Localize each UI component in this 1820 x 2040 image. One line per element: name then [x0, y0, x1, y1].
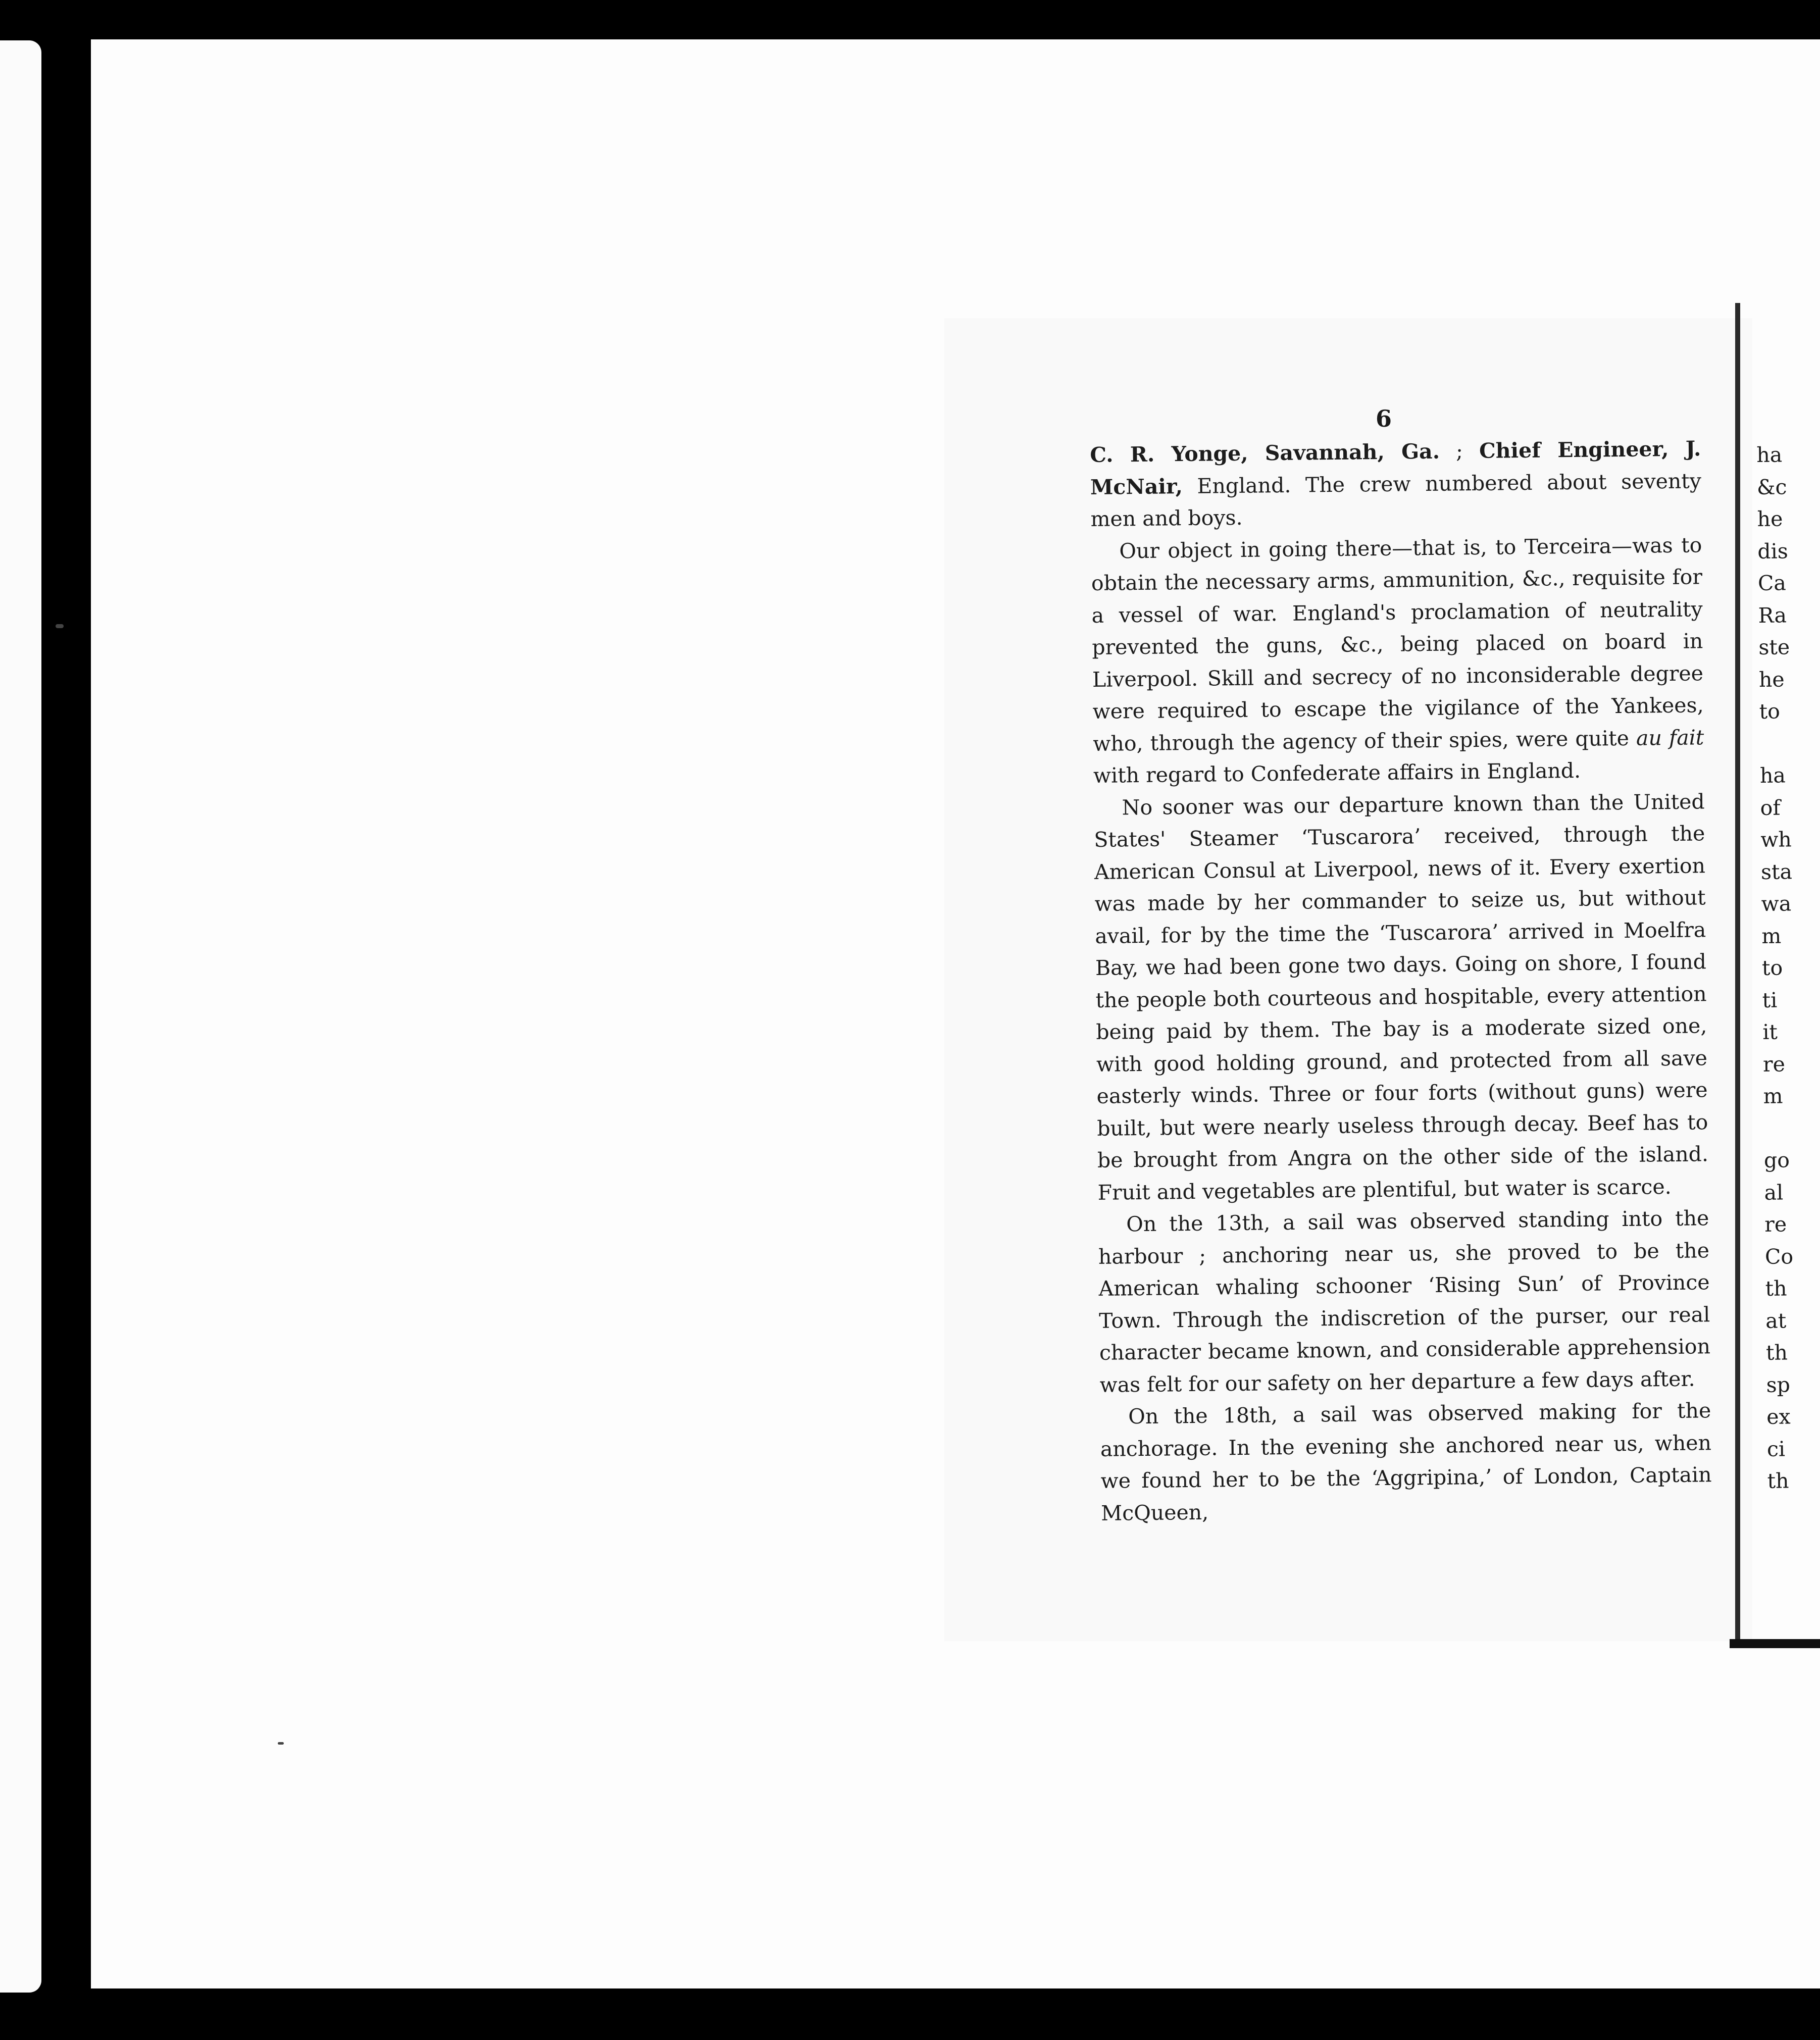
- binding-rule-foot: [1730, 1639, 1820, 1648]
- next-page-fragment: he: [1758, 667, 1785, 692]
- fragment-gap: [1763, 1112, 1820, 1145]
- next-page-fragment: to: [1759, 699, 1781, 724]
- next-page-fragment: m: [1761, 924, 1782, 948]
- next-page-fragment: of: [1760, 795, 1781, 820]
- text-run: On the 13th, a sail was observed standing into the harbour ; anchoring near us, she proved to be the American whaling schooner ‘Rising Sun’ of Province Town. Through the indiscretion of the purser, our real character became known, and considerable apprehension was felt for our safety on her departure a few days after.: [1098, 1206, 1711, 1397]
- next-page-fragment: it: [1762, 1019, 1778, 1044]
- next-page-fragment: ha: [1756, 442, 1783, 467]
- next-page-fragment: th: [1765, 1276, 1787, 1301]
- text-run: C. R. Yonge, Savannah, Ga.: [1090, 439, 1440, 467]
- next-page-fragment: ci: [1766, 1437, 1786, 1461]
- next-page-fragment: al: [1764, 1180, 1784, 1205]
- scan-speck: [278, 1742, 284, 1745]
- next-page-fragment: at: [1765, 1308, 1787, 1333]
- scan-speck: [56, 624, 64, 628]
- next-page-fragment: re: [1762, 1051, 1786, 1077]
- text-run: England. The crew numbered about seventy men and boys.: [1090, 468, 1702, 531]
- next-page-fragment: ha: [1759, 763, 1786, 788]
- next-page-fragment: go: [1763, 1148, 1790, 1172]
- next-page-fragment: ti: [1762, 988, 1778, 1012]
- next-page-fragment: wh: [1760, 827, 1792, 852]
- next-page-fragment: Co: [1764, 1244, 1794, 1269]
- next-page-fragment: to: [1761, 955, 1783, 980]
- text-run: ;: [1439, 438, 1480, 464]
- page-number: 6: [1375, 405, 1392, 432]
- binding-rule: [1735, 303, 1740, 1646]
- next-page-fragment: dis: [1757, 538, 1788, 564]
- text-run: On the 18th, a sail was observed making for the anchorage. In the evening she anchored near us, when we found her to be the ‘Aggripina,’ of London, Captain McQueen,: [1100, 1398, 1712, 1525]
- next-page-fragments: [1756, 439, 1820, 1498]
- fragment-gap: [1759, 727, 1820, 760]
- text-run: au fait: [1636, 725, 1704, 750]
- next-page-fragment: sta: [1760, 859, 1793, 884]
- next-page-fragment: wa: [1761, 891, 1792, 916]
- text-run: No sooner was our departure known than the United States' Steamer ‘Tuscarora’ received, through the American Consul at Liverpool, news of it. Every exertion was made by her commander to seize us, but without avail, for by the time the ‘Tuscarora’ arrived in Moelfra Bay, we had been gone two days. Going on shore, I found the people both courteous and hospitable, every attention being paid by them. The bay is a moderate sized one, with good holding ground, and protected from all save easterly winds. Three or four forts (without guns) were built, but were nearly useless through decay. Beef has to be brought from Angra on the other side of the island. Fruit and vegetables are plentiful, but water is scarce.: [1094, 789, 1709, 1205]
- next-page-fragment: Ra: [1758, 602, 1787, 628]
- paragraph: [1090, 433, 1702, 535]
- next-page-fragment: th: [1767, 1468, 1789, 1493]
- text-run: Chief Engineer, J. McNair,: [1090, 436, 1701, 499]
- text-run: Our object in going there—that is, to Terceira—was to obtain the necessary arms, ammunition, &c., requisite for a vessel of war. England's proclamation of neutrality prevented the guns, &c., being placed on board in Liverpool. Skill and secrecy of no inconsiderable degree were required to escape the vigilance of the Yankees, who, through the agency of their spies, were quite: [1091, 532, 1704, 756]
- paragraph: [1091, 529, 1704, 792]
- next-page-fragment: ste: [1758, 635, 1790, 659]
- previous-leaf-edge: [0, 40, 41, 1993]
- next-page-fragment: m: [1763, 1084, 1783, 1108]
- next-page-fragment: &c: [1756, 474, 1787, 499]
- next-page-fragment: re: [1764, 1212, 1787, 1237]
- next-page-fragment: th: [1765, 1340, 1788, 1365]
- text-run: with regard to Confederate affairs in England.: [1093, 758, 1581, 788]
- paragraph: [1098, 1202, 1711, 1401]
- next-page-fragment: Ca: [1757, 571, 1787, 595]
- next-page-fragment: he: [1757, 506, 1783, 531]
- body-text: [1090, 433, 1712, 1529]
- paragraph: [1100, 1395, 1712, 1529]
- next-page-fragment: ex: [1766, 1404, 1791, 1429]
- next-page-fragment: sp: [1766, 1372, 1791, 1397]
- paragraph: [1093, 786, 1709, 1209]
